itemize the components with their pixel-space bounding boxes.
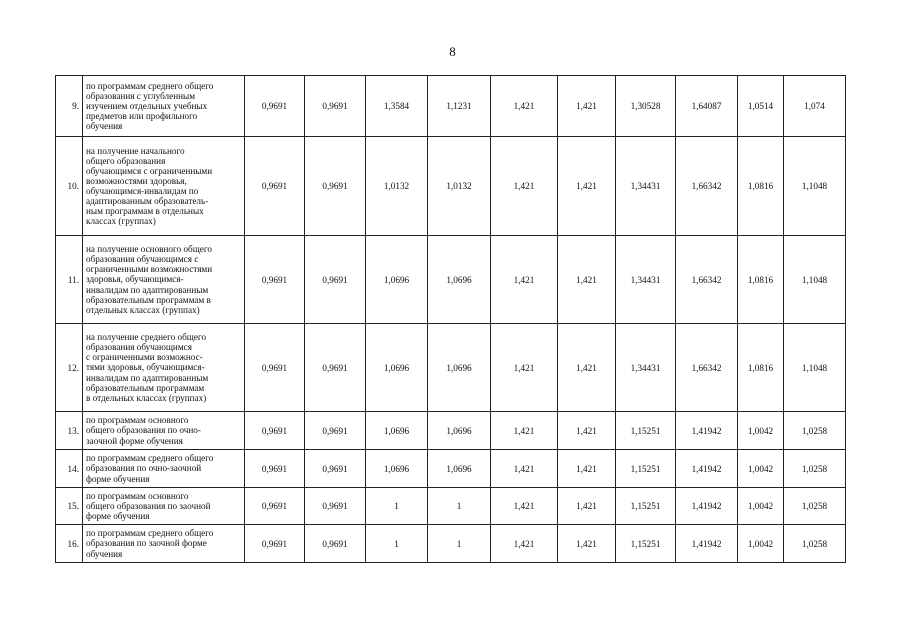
coefficient-cell: 1,0696 bbox=[366, 236, 428, 324]
table-row bbox=[56, 76, 846, 137]
table-row bbox=[56, 450, 846, 488]
coefficient-cell: 1,421 bbox=[558, 236, 616, 324]
coefficient-cell: 0,9691 bbox=[245, 324, 305, 412]
description-line: на получение основного общего bbox=[86, 244, 213, 255]
coefficient-cell: 1,421 bbox=[491, 137, 558, 236]
coefficient-cell: 1,3584 bbox=[366, 76, 428, 137]
description-line: обучающимся с ограниченными bbox=[86, 165, 213, 176]
coefficient-cell: 0,9691 bbox=[305, 324, 366, 412]
description-line: адаптированным образователь- bbox=[86, 196, 209, 207]
description-line: отдельных классах (группах) bbox=[86, 304, 200, 315]
coefficient-cell: 0,9691 bbox=[245, 76, 305, 137]
coefficient-cell: 1,34431 bbox=[616, 236, 676, 324]
coefficient-cell: 1,421 bbox=[558, 488, 616, 525]
coefficient-cell: 1,66342 bbox=[676, 236, 738, 324]
coefficient-cell: 1,421 bbox=[491, 488, 558, 525]
description-line: классах (группах) bbox=[86, 216, 156, 227]
coefficient-cell: 0,9691 bbox=[305, 236, 366, 324]
description-line: образования по заочной форме bbox=[86, 538, 207, 549]
coefficient-cell: 1,1048 bbox=[784, 324, 846, 412]
description-line: образования обучающимся bbox=[86, 342, 192, 353]
description-line: ограниченными возможностями bbox=[86, 264, 213, 275]
coefficient-cell: 1,15251 bbox=[616, 525, 676, 563]
coefficient-cell: 0,9691 bbox=[305, 450, 366, 488]
description-line: по программам среднего общего bbox=[86, 528, 214, 539]
table-row bbox=[56, 488, 846, 525]
coefficient-cell: 1,15251 bbox=[616, 488, 676, 525]
coefficient-cell: 0,9691 bbox=[245, 525, 305, 563]
description-line: по программам основного bbox=[86, 415, 189, 426]
coefficient-cell: 1,0696 bbox=[428, 236, 491, 324]
row-description bbox=[83, 137, 245, 236]
coefficient-cell: 1,0042 bbox=[738, 525, 784, 563]
coefficient-cell: 1,0258 bbox=[784, 488, 846, 525]
description-line: образования по очно-заочной bbox=[86, 463, 202, 474]
description-line: инвалидам по адаптированным bbox=[86, 372, 209, 383]
description-line: общего образования по заочной bbox=[86, 500, 211, 511]
table-row bbox=[56, 324, 846, 412]
coefficient-cell: 1,074 bbox=[784, 76, 846, 137]
coefficient-cell: 1,1048 bbox=[784, 236, 846, 324]
coefficient-cell: 1,0696 bbox=[428, 450, 491, 488]
row-number: 10. bbox=[56, 137, 83, 236]
coefficient-cell: 1,41942 bbox=[676, 412, 738, 450]
coefficient-cell: 0,9691 bbox=[305, 488, 366, 525]
coefficient-cell: 1,0816 bbox=[738, 137, 784, 236]
row-number: 14. bbox=[56, 450, 83, 488]
coefficient-cell: 1,421 bbox=[491, 76, 558, 137]
description-line: общего образования bbox=[86, 155, 166, 166]
coefficient-cell: 1,421 bbox=[558, 76, 616, 137]
coefficient-cell: 1,34431 bbox=[616, 324, 676, 412]
coefficient-cell: 1 bbox=[366, 525, 428, 563]
coefficient-cell: 0,9691 bbox=[245, 412, 305, 450]
description-line: образования обучающимся с bbox=[86, 254, 199, 265]
description-line: тями здоровья, обучающимся- bbox=[86, 362, 205, 373]
coefficient-cell: 1,421 bbox=[491, 412, 558, 450]
coefficient-cell: 1,421 bbox=[558, 137, 616, 236]
row-number: 12. bbox=[56, 324, 83, 412]
row-description bbox=[83, 450, 245, 488]
coefficient-cell: 1,421 bbox=[558, 412, 616, 450]
coefficient-cell: 0,9691 bbox=[305, 412, 366, 450]
coefficient-cell: 1,0132 bbox=[428, 137, 491, 236]
coefficient-cell: 1,0514 bbox=[738, 76, 784, 137]
row-description bbox=[83, 236, 245, 324]
coefficient-cell: 1,64087 bbox=[676, 76, 738, 137]
coefficient-cell: 0,9691 bbox=[245, 236, 305, 324]
coefficient-cell: 1,66342 bbox=[676, 137, 738, 236]
row-description bbox=[83, 412, 245, 450]
table-row bbox=[56, 525, 846, 563]
description-line: возможностями здоровья, bbox=[86, 175, 187, 186]
coefficient-cell: 0,9691 bbox=[245, 488, 305, 525]
coefficient-cell: 1,41942 bbox=[676, 525, 738, 563]
coefficient-cell: 1,421 bbox=[558, 450, 616, 488]
coefficient-cell: 1,1231 bbox=[428, 76, 491, 137]
description-line: здоровья, обучающимся- bbox=[86, 274, 184, 285]
row-description bbox=[83, 525, 245, 563]
coefficient-cell: 0,9691 bbox=[305, 525, 366, 563]
coefficient-cell: 1,0042 bbox=[738, 450, 784, 488]
coefficient-cell: 1,0696 bbox=[428, 324, 491, 412]
coefficient-cell: 1,0816 bbox=[738, 324, 784, 412]
coefficient-cell: 1,421 bbox=[491, 525, 558, 563]
description-line: изучением отдельных учебных bbox=[86, 100, 208, 111]
coefficients-table bbox=[55, 75, 846, 563]
coefficient-cell: 1,15251 bbox=[616, 450, 676, 488]
coefficient-cell: 1 bbox=[428, 488, 491, 525]
coefficient-cell: 1,421 bbox=[491, 324, 558, 412]
coefficient-cell: 0,9691 bbox=[245, 137, 305, 236]
description-line: в отдельных классах (группах) bbox=[86, 392, 207, 403]
coefficient-cell: 1,41942 bbox=[676, 450, 738, 488]
description-line: общего образования по очно- bbox=[86, 425, 201, 436]
description-line: по программам основного bbox=[86, 490, 189, 501]
row-number: 16. bbox=[56, 525, 83, 563]
coefficient-cell: 1,0258 bbox=[784, 412, 846, 450]
table-row bbox=[56, 412, 846, 450]
coefficient-cell: 1,66342 bbox=[676, 324, 738, 412]
description-line: форме обучения bbox=[86, 511, 150, 522]
description-line: ным программам в отдельных bbox=[86, 206, 204, 217]
coefficient-cell: 1,0696 bbox=[366, 450, 428, 488]
coefficient-cell: 1,0816 bbox=[738, 236, 784, 324]
row-number: 9. bbox=[56, 76, 83, 137]
coefficient-cell: 1,34431 bbox=[616, 137, 676, 236]
coefficient-cell: 1,15251 bbox=[616, 412, 676, 450]
description-line: предметов или профильного bbox=[86, 111, 198, 122]
coefficient-cell: 1,0132 bbox=[366, 137, 428, 236]
coefficient-cell: 0,9691 bbox=[305, 76, 366, 137]
coefficient-cell: 1,0258 bbox=[784, 525, 846, 563]
coefficient-cell: 1,30528 bbox=[616, 76, 676, 137]
row-number: 11. bbox=[56, 236, 83, 324]
table-body bbox=[56, 76, 846, 563]
page-number: 8 bbox=[449, 44, 456, 59]
description-line: по программам среднего общего bbox=[86, 453, 214, 464]
coefficient-cell: 1 bbox=[366, 488, 428, 525]
coefficient-cell: 1,421 bbox=[491, 236, 558, 324]
coefficient-cell: 1,0258 bbox=[784, 450, 846, 488]
row-description bbox=[83, 76, 245, 137]
description-line: с ограниченными возможнос- bbox=[86, 352, 203, 363]
table-row bbox=[56, 137, 846, 236]
table-row bbox=[56, 236, 846, 324]
description-line: на получение начального bbox=[86, 145, 185, 156]
row-description bbox=[83, 488, 245, 525]
description-line: образования с углубленным bbox=[86, 90, 196, 101]
coefficient-cell: 1,0042 bbox=[738, 412, 784, 450]
coefficient-cell: 1,0696 bbox=[366, 412, 428, 450]
coefficient-cell: 1,0696 bbox=[366, 324, 428, 412]
description-line: заочной форме обучения bbox=[86, 435, 183, 446]
coefficient-cell: 1,41942 bbox=[676, 488, 738, 525]
description-line: по программам среднего общего bbox=[86, 80, 214, 91]
row-number: 13. bbox=[56, 412, 83, 450]
coefficient-cell: 0,9691 bbox=[305, 137, 366, 236]
coefficient-cell: 1,421 bbox=[558, 525, 616, 563]
coefficient-cell: 1,0696 bbox=[428, 412, 491, 450]
description-line: инвалидам по адаптированным bbox=[86, 284, 209, 295]
coefficient-cell: 1,1048 bbox=[784, 137, 846, 236]
row-description bbox=[83, 324, 245, 412]
description-line: образовательным программам в bbox=[86, 294, 211, 305]
coefficient-cell: 1,421 bbox=[491, 450, 558, 488]
coefficient-cell: 1,0042 bbox=[738, 488, 784, 525]
description-line: образовательным программам bbox=[86, 382, 205, 393]
description-line: обучения bbox=[86, 548, 123, 559]
coefficient-cell: 0,9691 bbox=[245, 450, 305, 488]
coefficient-cell: 1,421 bbox=[558, 324, 616, 412]
description-line: форме обучения bbox=[86, 473, 150, 484]
description-line: обучающимся-инвалидам по bbox=[86, 186, 199, 196]
description-line: на получение среднего общего bbox=[86, 332, 207, 343]
description-line: обучения bbox=[86, 121, 123, 132]
coefficient-cell: 1 bbox=[428, 525, 491, 563]
row-number: 15. bbox=[56, 488, 83, 525]
